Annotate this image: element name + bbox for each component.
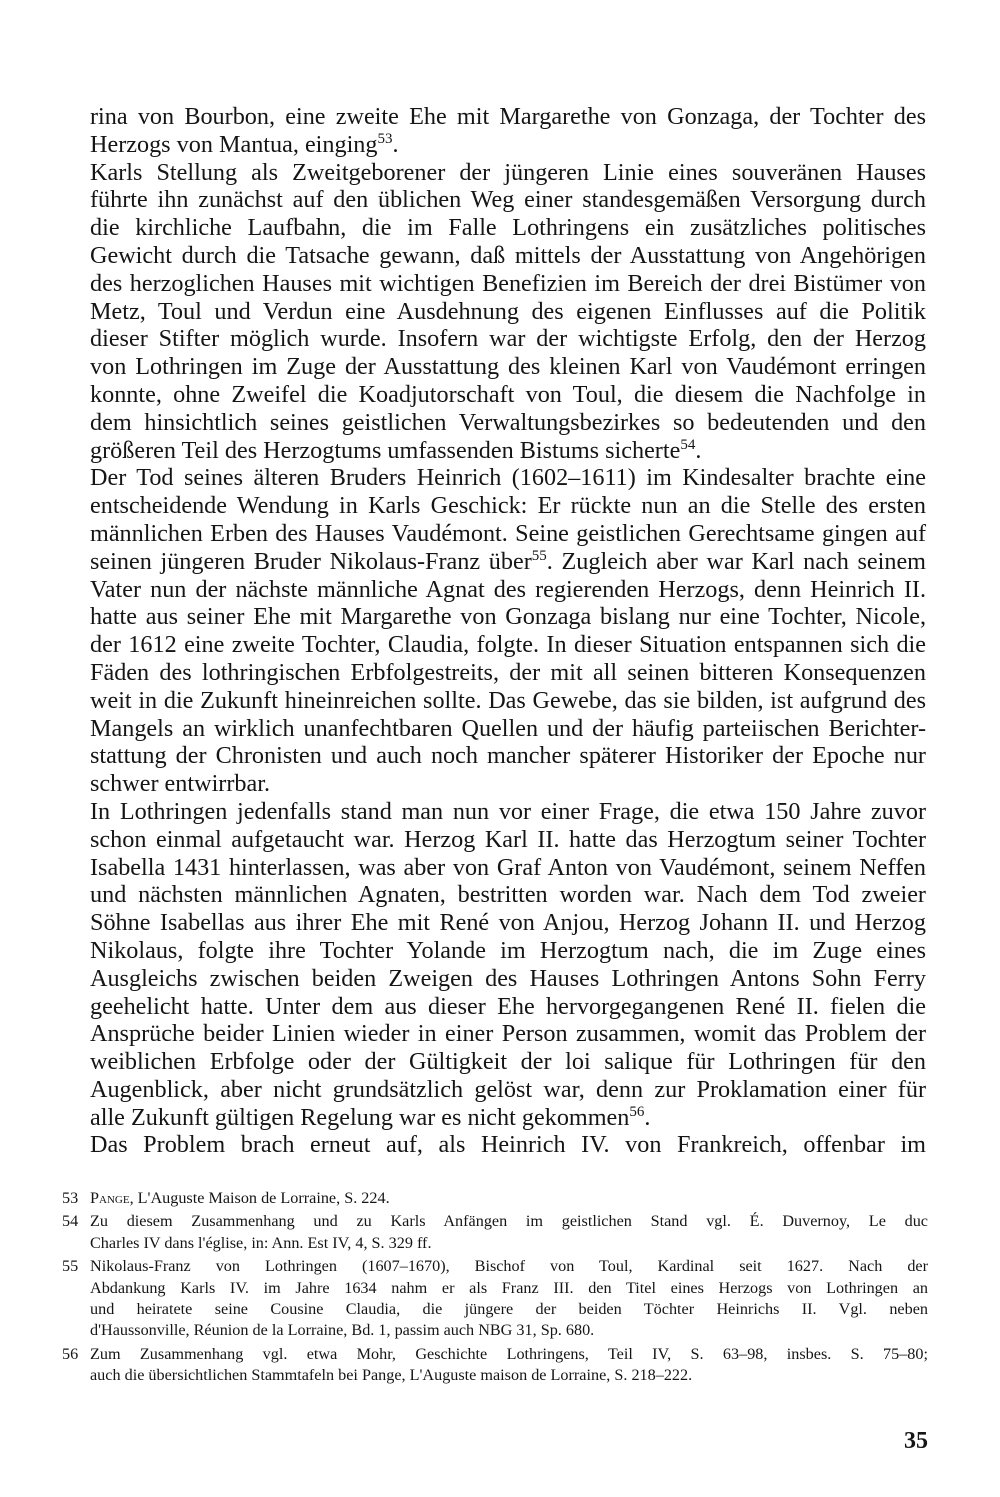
- text-line: rina von Bourbon, eine zweite Ehe mit Margarethe von Gonzaga, der Tochter des: [90, 103, 926, 130]
- footnote: [62, 1211, 928, 1254]
- text-span: .: [695, 436, 702, 464]
- body-text: [90, 103, 926, 1159]
- text-line: Nikolaus-Franz von Lothringen (1607–1670), Bischof von Toul, Kardinal seit 1627. Nach der: [90, 1257, 928, 1276]
- text-line: auch die übersichtlichen Stammtafeln bei Pange, L'Auguste maison de Lorraine, S. 218–222.: [90, 1366, 693, 1385]
- text-line: stattung der Chronisten und auch noch mancher späterer Historiker der Epoche nur: [90, 742, 926, 770]
- text-line: und nächsten männlichen Agnaten, bestritten worden war. Nach dem Tod zweier: [90, 881, 926, 909]
- text-line: Fäden des lothringischen Erbfolgestreits, der mit all seinen bitteren Konsequenzen: [90, 658, 926, 686]
- footnote-number: 53: [62, 1189, 79, 1207]
- paragraph-5: [90, 1131, 926, 1159]
- footnote-text: [90, 1211, 928, 1254]
- footnote-ref[interactable]: 55: [531, 547, 547, 564]
- text-line: Ansprüche beider Linien wieder in einer Person zusammen, womit das Problem der: [90, 1020, 926, 1048]
- text-line: [90, 1188, 928, 1209]
- text-line: [90, 548, 926, 576]
- footnote-ref[interactable]: 56: [629, 1103, 645, 1120]
- text-line: Gewicht durch die Tatsache gewann, daß mittels der Ausstattung von Angehörigen: [90, 241, 926, 269]
- text-line: [90, 1104, 926, 1132]
- text-line: schwer entwirrbar.: [90, 770, 270, 798]
- text-line: der 1612 eine zweite Tochter, Claudia, folgte. In dieser Situation entspannen sich die: [90, 631, 926, 659]
- footnote: [62, 1256, 928, 1342]
- text-line: Isabella 1431 hinterlassen, was aber von Graf Anton von Vaudémont, seinem Neffen: [90, 853, 926, 881]
- text-line: männlichen Erben des Hauses Vaudémont. Seine geistlichen Gerechtsame gingen auf: [90, 519, 926, 547]
- text-line: und heiratete seine Cousine Claudia, die jüngere der beiden Töchter Heinrichs II. Vgl. neben: [90, 1300, 928, 1319]
- footnote-number: 54: [62, 1212, 79, 1231]
- footnotes: [62, 1188, 928, 1389]
- footnote-number: 56: [62, 1344, 79, 1363]
- text-line: Zu diesem Zusammenhang und zu Karls Anfängen im geistlichen Stand vgl. É. Duvernoy, Le duc: [90, 1212, 928, 1231]
- text-line: dem hinsichtlich seines geistlichen Verwaltungsbezirkes so bedeutenden und den: [90, 408, 926, 436]
- text-span: alle Zukunft gültigen Regelung war es nicht gekommen: [90, 1103, 630, 1131]
- text-line: Nikolaus, folgte ihre Tochter Yolande im Herzogtum nach, die im Zuge eines: [90, 936, 926, 964]
- footnote-ref[interactable]: 53: [377, 130, 393, 147]
- text-line: des herzoglichen Hauses mit wichtigen Benefizien im Bereich der drei Bistümer von: [90, 269, 926, 297]
- text-span: .: [392, 130, 399, 158]
- text-line: weit in die Zukunft hineinreichen sollte. Das Gewebe, das sie bilden, ist aufgrund des: [90, 686, 926, 714]
- text-span: seinen jüngeren Bruder Nikolaus-Franz über: [90, 547, 532, 575]
- text-line: Mangels an wirklich unanfechtbaren Quellen und der häufig parteiischen Berichter-: [90, 714, 926, 742]
- footnote-number: 55: [62, 1257, 79, 1276]
- text-line: Zum Zusammenhang vgl. etwa Mohr, Geschichte Lothringens, Teil IV, S. 63–98, insbes. S. 75–80;: [90, 1344, 928, 1363]
- footnote: [62, 1344, 928, 1387]
- page-number: 35: [904, 1428, 928, 1454]
- footnote-text: [90, 1344, 928, 1387]
- footnote-text: [90, 1256, 928, 1342]
- text-line: Abdankung Karls IV. im Jahre 1634 nahm er als Franz III. den Titel eines Herzogs von Lothringen an: [90, 1278, 928, 1297]
- text-line: [90, 437, 926, 465]
- text-line: [90, 131, 926, 159]
- paragraph-4: [90, 798, 926, 1132]
- text-span: . Zugleich aber war Karl nach seinem: [546, 547, 926, 575]
- footnote-text: [90, 1188, 928, 1209]
- text-span: .: [644, 1103, 651, 1131]
- text-line: Karls Stellung als Zweitgeborener der jüngeren Linie eines souveränen Hauses: [90, 158, 926, 186]
- paragraph-2: [90, 159, 926, 465]
- text-line: entscheidende Wendung in Karls Geschick: Er rückte nun an die Stelle des ersten: [90, 492, 926, 520]
- text-span: Herzogs von Mantua, einging: [90, 130, 378, 158]
- footnote: [62, 1188, 928, 1209]
- text-line: hatte aus seiner Ehe mit Margarethe von Gonzaga bislang nur eine Tochter, Nicole,: [90, 603, 926, 631]
- footnote-ref[interactable]: 54: [680, 436, 696, 453]
- text-span: , L'Auguste Maison de Lorraine, S. 224.: [129, 1189, 390, 1207]
- text-line: weiblichen Erbfolge oder der Gültigkeit der loi salique für Lothringen für den: [90, 1048, 926, 1076]
- text-line: d'Haussonville, Réunion de la Lorraine, Bd. 1, passim auch NBG 31, Sp. 680.: [90, 1321, 595, 1340]
- text-line: Söhne Isabellas aus ihrer Ehe mit René von Anjou, Herzog Johann II. und Herzog: [90, 909, 926, 937]
- text-line: führte ihn zunächst auf den üblichen Weg einer standesgemäßen Versorgung durch: [90, 186, 926, 214]
- text-line: geehelicht hatte. Unter dem aus dieser Ehe hervorgegangenen René II. fielen die: [90, 992, 926, 1020]
- text-line: Das Problem brach erneut auf, als Heinrich IV. von Frankreich, offenbar im: [90, 1131, 926, 1159]
- text-line: Charles IV dans l'église, in: Ann. Est IV, 4, S. 329 ff.: [90, 1233, 432, 1252]
- author-name: Pange: [90, 1189, 130, 1207]
- text-line: In Lothringen jedenfalls stand man nun vor einer Frage, die etwa 150 Jahre zuvor: [90, 797, 926, 825]
- text-line: Augenblick, aber nicht grundsätzlich gelöst war, denn zur Proklamation einer für: [90, 1075, 926, 1103]
- text-line: von Lothringen im Zuge der Ausstattung des kleinen Karl von Vaudémont erringen: [90, 353, 926, 381]
- paragraph-3: [90, 464, 926, 798]
- text-line: die kirchliche Laufbahn, die im Falle Lothringens ein zusätzliches politisches: [90, 214, 926, 242]
- text-line: Vater nun der nächste männliche Agnat des regierenden Herzogs, denn Heinrich II.: [90, 575, 926, 603]
- text-line: Ausgleichs zwischen beiden Zweigen des Hauses Lothringen Antons Sohn Ferry: [90, 964, 926, 992]
- text-line: Metz, Toul und Verdun eine Ausdehnung des eigenen Einflusses auf die Politik: [90, 297, 926, 325]
- text-line: schon einmal aufgetaucht war. Herzog Karl II. hatte das Herzogtum seiner Tochter: [90, 825, 926, 853]
- text-span: größeren Teil des Herzogtums umfassenden Bistums sicherte: [90, 436, 681, 464]
- text-line: konnte, ohne Zweifel die Koadjutorschaft von Toul, die diesem die Nachfolge in: [90, 380, 926, 408]
- text-line: dieser Stifter möglich wurde. Insofern war der wichtigste Erfolg, den der Herzog: [90, 325, 926, 353]
- text-line: Der Tod seines älteren Bruders Heinrich (1602–1611) im Kindesalter brachte eine: [90, 464, 926, 492]
- paragraph-1: [90, 103, 926, 159]
